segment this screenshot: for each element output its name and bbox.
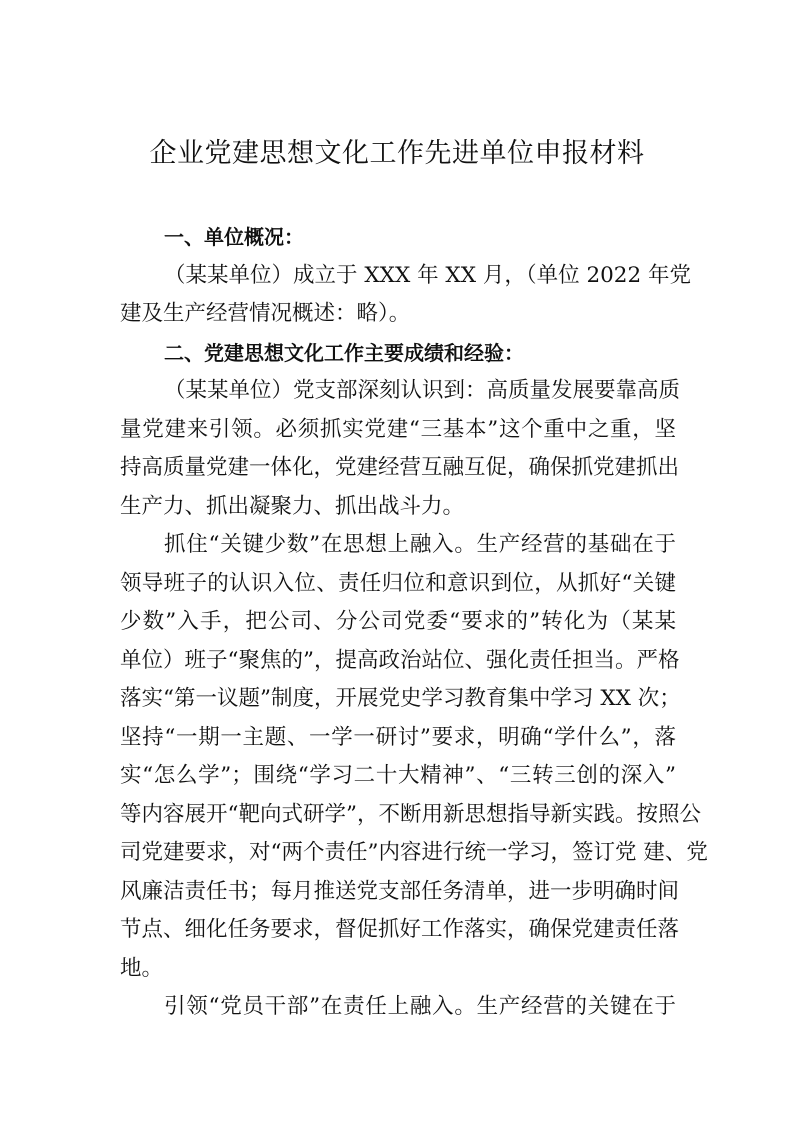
paragraph-line: 实“怎么学”；围绕“学习二十大精神”、“三转三创的深入” [120,763,676,788]
paragraph-line: 节点、细化任务要求，督促抓好工作落实，确保党建责任落 [120,917,680,942]
paragraph-line: 量党建来引领。必须抓实党建“三基本”这个重中之重，坚 [120,416,676,442]
paragraph-line: 持高质量党建一体化，党建经营互融互促，确保抓党建抓出 [120,455,680,480]
paragraph-line: 地。 [120,955,164,981]
document-title: 企业党建思想文化工作先进单位申报材料 [149,138,645,169]
paragraph-line: （某某单位）成立于 XXX 年 XX 月，（单位 2022 年党 [164,262,692,288]
paragraph-line: （某某单位）党支部深刻认识到：高质量发展要靠高质 [164,378,681,403]
section-heading: 二、党建思想文化工作主要成绩和经验： [164,340,524,365]
paragraph-line: 司党建要求，对“两个责任”内容进行统一学习，签订党 建、党 [120,840,708,865]
paragraph-line: 等内容展开“靶向式研学”，不断用新思想指导新实践。按照公 [120,801,701,827]
paragraph-line: 单位）班子“聚焦的”，提高政治站位、强化责任担当。严格 [120,647,680,673]
paragraph-line: 领导班子的认识入位、责任归位和意识到位，从抓好“关键 [120,570,676,596]
paragraph-line: 建及生产经营情况概述：略）。 [120,301,411,326]
paragraph-line: 生产力、抓出凝聚力、抓出战斗力。 [120,493,465,519]
paragraph-line: 风廉洁责任书；每月推送党支部任务清单，进一步明确时间 [120,878,680,904]
paragraph-line: 抓住“关键少数”在思想上融入。生产经营的基础在于 [164,532,676,557]
paragraph-line: 坚持“一期一主题、一学一研讨”要求，明确“学什么”，落 [120,724,676,750]
document-body [120,218,708,1027]
paragraph-line: 落实“第一议题”制度，开展党史学习教育集中学习 XX 次； [120,686,681,711]
paragraph-line: 少数”入手，把公司、分公司党委“要求的”转化为（某某 [120,609,676,634]
paragraph-line: 引领“党员干部”在责任上融入。生产经营的关键在于 [164,994,676,1019]
section-heading: 一、单位概况： [164,225,304,249]
